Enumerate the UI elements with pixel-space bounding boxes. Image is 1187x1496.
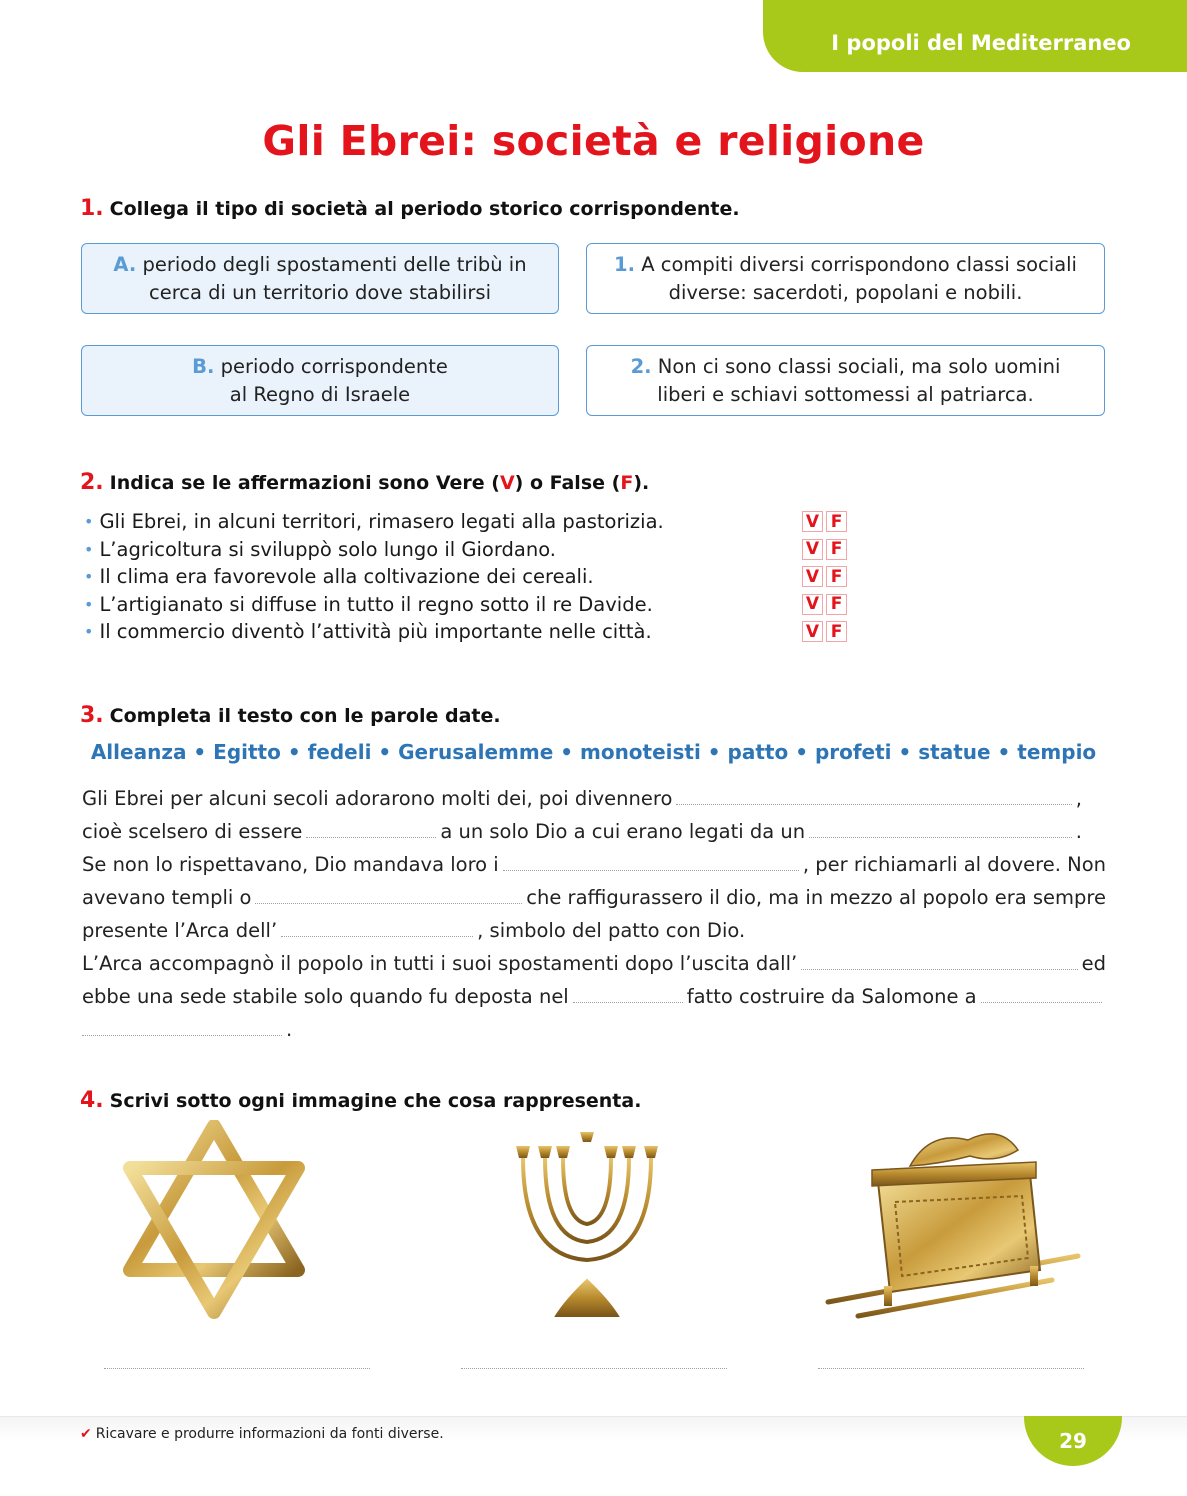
blank-field[interactable] [981,989,1102,1003]
exercise-4-title [80,1088,641,1113]
exercise-3-title [80,703,501,728]
match-box-2[interactable] [586,345,1105,416]
exercise-instruction: Scrivi sotto ogni immagine che cosa rappresenta. [109,1090,642,1112]
footer-text: Ricavare e produrre informazioni da fonti diverse. [95,1426,444,1442]
blank-field[interactable] [503,857,799,871]
list-item [84,563,884,591]
false-checkbox[interactable]: F [826,566,847,587]
match-label: 1. [614,252,635,276]
exercise-number: 1. [80,196,104,221]
instruction-part: ). [633,472,650,494]
cloze-segment: ebbe una sede stabile solo quando fu deposta nel [82,985,569,1008]
image-row [0,1120,1187,1340]
statement-text: Il commercio diventò l’attività più importante nelle città. [99,620,652,644]
blank-field[interactable] [801,956,1077,970]
answer-field-menorah[interactable] [461,1368,727,1369]
cloze-text [82,782,1106,1046]
match-text-line: liberi e schiavi sottomessi al patriarca. [657,382,1034,406]
match-label: B. [192,354,215,378]
cloze-segment: presente l’Arca dell’ [82,919,278,942]
exercise-instruction: Collega il tipo di società al periodo storico corrispondente. [109,198,740,220]
cloze-segment: ed [1081,952,1106,975]
false-checkbox[interactable]: F [826,511,847,532]
cloze-segment: Gli Ebrei per alcuni secoli adorarono molti dei, poi divennero [82,787,673,810]
match-text-line: periodo corrispondente [220,354,448,378]
blank-field[interactable] [255,890,522,904]
answer-field-ark[interactable] [818,1368,1084,1369]
cloze-segment: L’Arca accompagnò il popolo in tutti i suoi spostamenti dopo l’uscita dall’ [82,952,798,975]
blank-field[interactable] [281,923,473,937]
section-title: I popoli del Mediterraneo [831,31,1131,55]
list-item [84,591,884,619]
bullet-icon: • [84,567,94,587]
exercise-instruction: Completa il testo con le parole date. [109,705,501,727]
cloze-segment: , [1075,787,1082,810]
match-text-line: cerca di un territorio dove stabilirsi [148,280,491,304]
true-checkbox[interactable]: V [802,594,823,615]
cloze-segment: a un solo Dio a cui erano legati da un [440,820,806,843]
footer-objective [80,1426,444,1442]
answer-field-star[interactable] [104,1368,370,1369]
instruction-part: ) o False ( [514,472,621,494]
cloze-segment: che raffigurassero il dio, ma in mezzo al popolo era sempre [526,886,1106,909]
blank-field[interactable] [676,791,1071,805]
false-checkbox[interactable]: F [826,539,847,560]
true-checkbox[interactable]: V [802,621,823,642]
true-marker: V [499,472,515,494]
true-checkbox[interactable]: V [802,511,823,532]
exercise-2-title [80,470,649,495]
images-canvas [0,1120,1187,1340]
blank-field[interactable] [809,824,1072,838]
blank-field[interactable] [573,989,683,1003]
true-checkbox[interactable]: V [802,566,823,587]
match-text-line: A compiti diversi corrispondono classi sociali [641,252,1077,276]
true-false-list [84,508,884,646]
statement-text: Il clima era favorevole alla coltivazione dei cereali. [99,565,594,589]
cloze-segment: fatto costruire da Salomone a [686,985,977,1008]
bullet-icon: • [84,622,94,642]
bullet-icon: • [84,594,94,614]
ark-of-covenant-image [828,1134,1078,1316]
false-checkbox[interactable]: F [826,621,847,642]
cloze-segment: . [1075,820,1082,843]
instruction-part: Indica se le affermazioni sono Vere ( [109,472,500,494]
page-title: Gli Ebrei: società e religione [262,117,925,165]
exercise-1-title [80,196,740,221]
exercise-number: 3. [80,703,104,728]
list-item [84,618,884,646]
match-box-1[interactable] [586,243,1105,314]
cloze-segment: , per richiamarli al dovere. Non [802,853,1106,876]
blank-field[interactable] [306,824,436,838]
false-checkbox[interactable]: F [826,594,847,615]
match-label: 2. [630,354,652,378]
cloze-segment: cioè scelsero di essere [82,820,303,843]
list-item [84,508,884,536]
word-bank: Alleanza • Egitto • fedeli • Gerusalemme • monoteisti • patto • profeti • statue • tempio [90,740,1097,764]
exercise-number: 2. [80,470,104,495]
false-marker: F [620,472,634,494]
match-box-a[interactable] [81,243,559,314]
cloze-segment: avevano templi o [82,886,252,909]
list-item [84,536,884,564]
statement-text: Gli Ebrei, in alcuni territori, rimasero legati alla pastorizia. [99,510,664,534]
match-box-b[interactable] [81,345,559,416]
menorah-image [516,1132,658,1316]
match-text-line: al Regno di Israele [229,382,411,406]
checkmark-icon: ✔ [80,1426,92,1442]
page-number: 29 [1024,1416,1122,1466]
match-text-line: Non ci sono classi sociali, ma solo uomini [657,354,1061,378]
cloze-segment: . [286,1018,293,1041]
match-label: A. [113,252,137,276]
section-header-tab [763,0,1187,72]
exercise-number: 4. [80,1088,104,1113]
bullet-icon: • [84,539,94,559]
statement-text: L’agricoltura si sviluppò solo lungo il Giordano. [99,537,556,561]
match-text-line: diverse: sacerdoti, popolani e nobili. [668,280,1023,304]
cloze-segment: , simbolo del patto con Dio. [477,919,746,942]
blank-field[interactable] [82,1022,282,1036]
true-checkbox[interactable]: V [802,539,823,560]
cloze-segment: Se non lo rispettavano, Dio mandava loro i [82,853,499,876]
statement-text: L’artigianato si diffuse in tutto il regno sotto il re Davide. [99,592,653,616]
bullet-icon: • [84,512,94,532]
star-of-david-image [130,1126,298,1312]
match-text-line: periodo degli spostamenti delle tribù in [142,252,527,276]
